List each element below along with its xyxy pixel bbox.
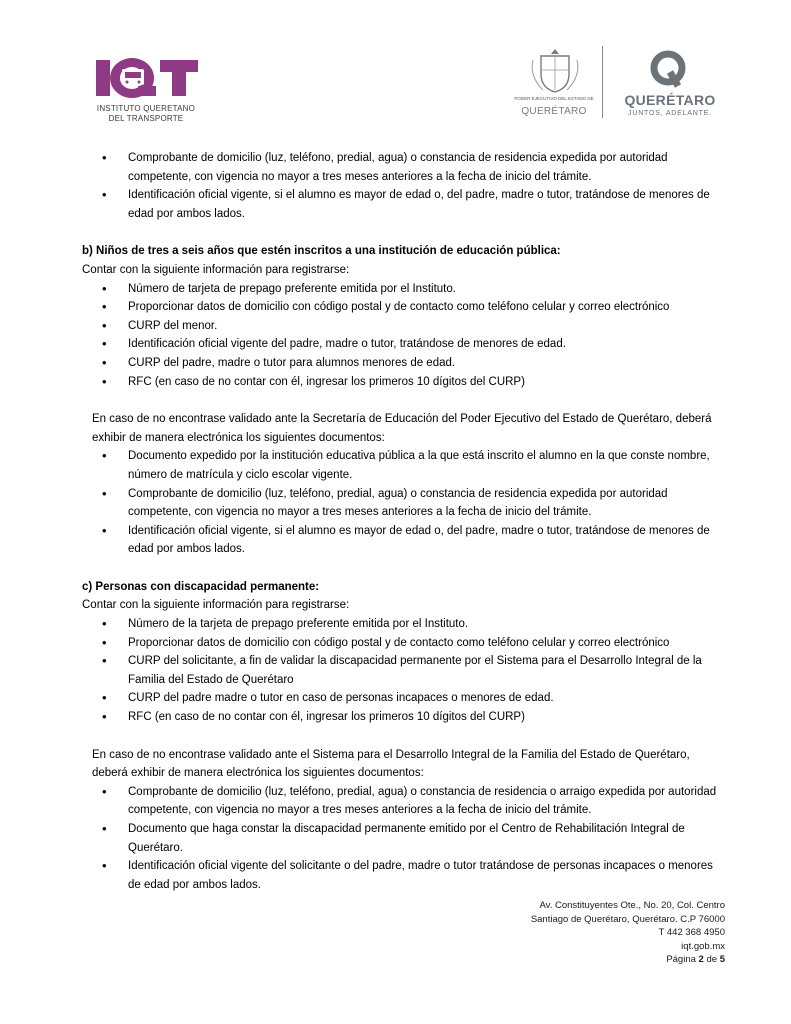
- list-item: • Documento que haga constar la discapacidad permanente emitido por el Centro de Rehabilitación Integral de Querétaro.: [82, 820, 722, 857]
- list-item: • Identificación oficial vigente, si el alumno es mayor de edad o, del padre, madre o tutor, tratándose de menores de edad por ambos lados.: [82, 522, 722, 559]
- page-total: 5: [719, 954, 725, 965]
- queretaro-brand-name: QUERÉTARO: [624, 92, 716, 108]
- list-item: • RFC (en caso de no contar con él, ingresar los primeros 10 dígitos del CURP): [82, 373, 722, 392]
- iqt-subtitle-line2: DEL TRANSPORTE: [108, 114, 184, 123]
- list-item: • CURP del padre madre o tutor en caso de personas incapaces o menores de edad.: [82, 689, 722, 708]
- list-item: • Documento expedido por la institución educativa pública a la que está inscrito el alumno en la que conste nombre, número de matrícula y ciclo escolar vigente.: [82, 447, 722, 484]
- list-item: • Identificación oficial vigente del solicitante o del padre, madre o tutor tratándose de personas incapaces o menores de edad por ambos lados.: [82, 857, 722, 894]
- list-item: • RFC (en caso de no contar con él, ingresar los primeros 10 dígitos del CURP): [82, 708, 722, 727]
- list-item: • Identificación oficial vigente del padre, madre o tutor, tratándose de menores de edad.: [82, 335, 722, 354]
- section-c-title: c) Personas con discapacidad permanente:: [82, 580, 320, 593]
- iqt-subtitle: [86, 104, 206, 124]
- footer-address-line1: Av. Constituyentes Ote., No. 20, Col. Centro: [539, 900, 725, 911]
- footer-phone: T 442 368 4950: [658, 927, 725, 938]
- gov-seal-caption: PODER EJECUTIVO DEL ESTADO DE: [514, 96, 594, 101]
- iqt-subtitle-line1: INSTITUTO QUERETANO: [96, 104, 196, 113]
- state-coat-of-arms-icon: [525, 46, 585, 96]
- list-item: • Proporcionar datos de domicilio con código postal y de contacto como teléfono celular y correo electrónico: [82, 298, 722, 317]
- page-of: de: [706, 954, 718, 965]
- section-c-intro: Contar con la siguiente información para registrarse:: [82, 599, 350, 612]
- section-b-docs: [82, 447, 722, 559]
- page-header: [0, 0, 791, 140]
- footer-website[interactable]: iqt.gob.mx: [681, 940, 725, 952]
- section-c-items: [82, 615, 722, 727]
- list-item: • Comprobante de domicilio (luz, teléfono, predial, agua) o constancia de residencia expedida por autoridad competente, con vigencia no mayor a tres meses anteriores a la fecha de inicio del trámite.: [82, 485, 722, 522]
- list-item: • Número de tarjeta de prepago preferente emitida por el Instituto.: [82, 280, 722, 299]
- gov-seal-name: QUERÉTARO: [521, 106, 587, 117]
- list-item: • CURP del padre, madre o tutor para alumnos menores de edad.: [82, 354, 722, 373]
- list-item: • Identificación oficial vigente, si el alumno es mayor de edad o, del padre, madre o tutor, tratándose de menores de edad por ambos lados.: [82, 186, 722, 223]
- section-c-note: En caso de no encontrase validado ante el Sistema para el Desarrollo Integral de la Familia del Estado de Querétaro, deberá exhibir de manera electrónica los siguientes documentos:: [92, 748, 690, 780]
- section-b-title: b) Niños de tres a seis años que estén inscritos a una institución de educación pública:: [82, 245, 561, 258]
- document-body: [82, 149, 722, 894]
- top-bullet-list: [82, 149, 722, 223]
- queretaro-q-logo-icon: [648, 50, 688, 90]
- footer-address-line2: Santiago de Querétaro, Querétaro. C.P 76000: [530, 913, 725, 925]
- page-current: 2: [698, 954, 704, 965]
- section-b-intro: Contar con la siguiente información para registrarse:: [82, 263, 350, 276]
- section-b-items: [82, 280, 722, 392]
- list-item: • Número de la tarjeta de prepago preferente emitida por el Instituto.: [82, 615, 722, 634]
- header-divider: [602, 46, 603, 118]
- page-footer: [531, 899, 725, 967]
- section-b-note: En caso de no encontrase validado ante la Secretaría de Educación del Poder Ejecutivo del Estado de Querétaro, deberá exhibir de manera electrónica los siguientes documentos:: [92, 413, 712, 444]
- list-item: • Comprobante de domicilio (luz, teléfono, predial, agua) o constancia de residencia o arraigo expedida por autoridad competente, con vigencia no mayor a tres meses anteriores a la fecha de inicio del trámite.: [82, 783, 722, 820]
- section-c-docs: [82, 783, 722, 895]
- page-number: [531, 953, 725, 967]
- queretaro-slogan: JUNTOS, ADELANTE.: [628, 110, 712, 117]
- page-label: Página: [666, 954, 696, 965]
- list-item: • Proporcionar datos de domicilio con código postal y de contacto como teléfono celular y correo electrónico: [82, 634, 722, 653]
- list-item: • CURP del solicitante, a fin de validar la discapacidad permanente por el Sistema para el Desarrollo Integral de la Familia del Estado de Querétaro: [82, 652, 722, 689]
- list-item: • CURP del menor.: [82, 317, 722, 336]
- list-item: • Comprobante de domicilio (luz, teléfono, predial, agua) o constancia de residencia expedida por autoridad competente, con vigencia no mayor a tres meses anteriores a la fecha de inicio del trámite.: [82, 149, 722, 186]
